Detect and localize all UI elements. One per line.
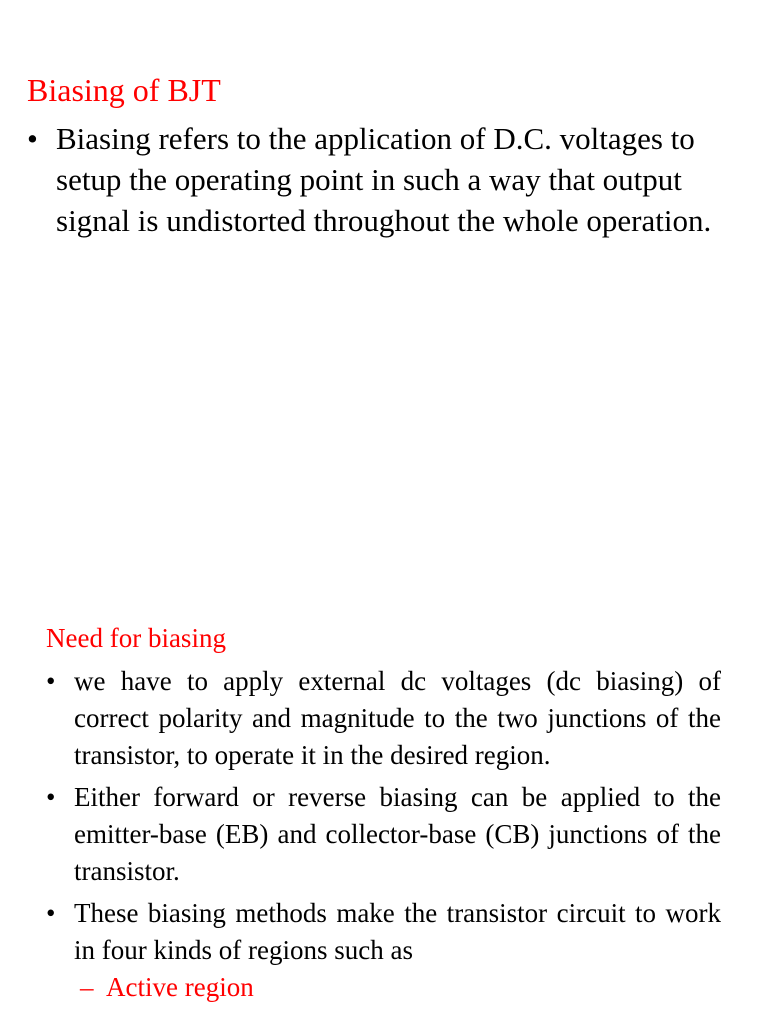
section-title: Need for biasing	[46, 623, 226, 653]
page-title: Biasing of BJT	[27, 72, 221, 108]
list-item	[27, 118, 742, 241]
need-bullet-text: we have to apply external dc voltages (dc biasing) of correct polarity and magnitude to the two junctions of the transistor, to operate it in the desired region.	[74, 666, 721, 770]
list-item	[46, 663, 721, 774]
region-sub-list	[74, 969, 721, 1006]
need-bullet-list	[46, 663, 721, 1011]
need-bullet-text: Either forward or reverse biasing can be applied to the emitter-base (EB) and collector-base (CB) junctions of the transistor.	[74, 782, 721, 886]
list-item	[46, 779, 721, 890]
sub-list-item	[74, 969, 721, 1006]
need-bullet-text: These biasing methods make the transistor circuit to work in four kinds of regions such as	[74, 898, 721, 965]
intro-bullet-text: Biasing refers to the application of D.C. voltages to setup the operating point in such a way that output signal is undistorted throughout the whole operation.	[56, 121, 712, 238]
bullet-icon: •	[27, 121, 38, 156]
dash-bullet-icon: –	[80, 972, 94, 1002]
sub-item-text: Active region	[106, 972, 254, 1002]
list-item	[46, 895, 721, 1006]
bullet-icon: •	[46, 666, 56, 696]
bullet-icon: •	[46, 782, 56, 812]
intro-bullet-list	[27, 118, 742, 241]
bullet-icon: •	[46, 898, 56, 928]
